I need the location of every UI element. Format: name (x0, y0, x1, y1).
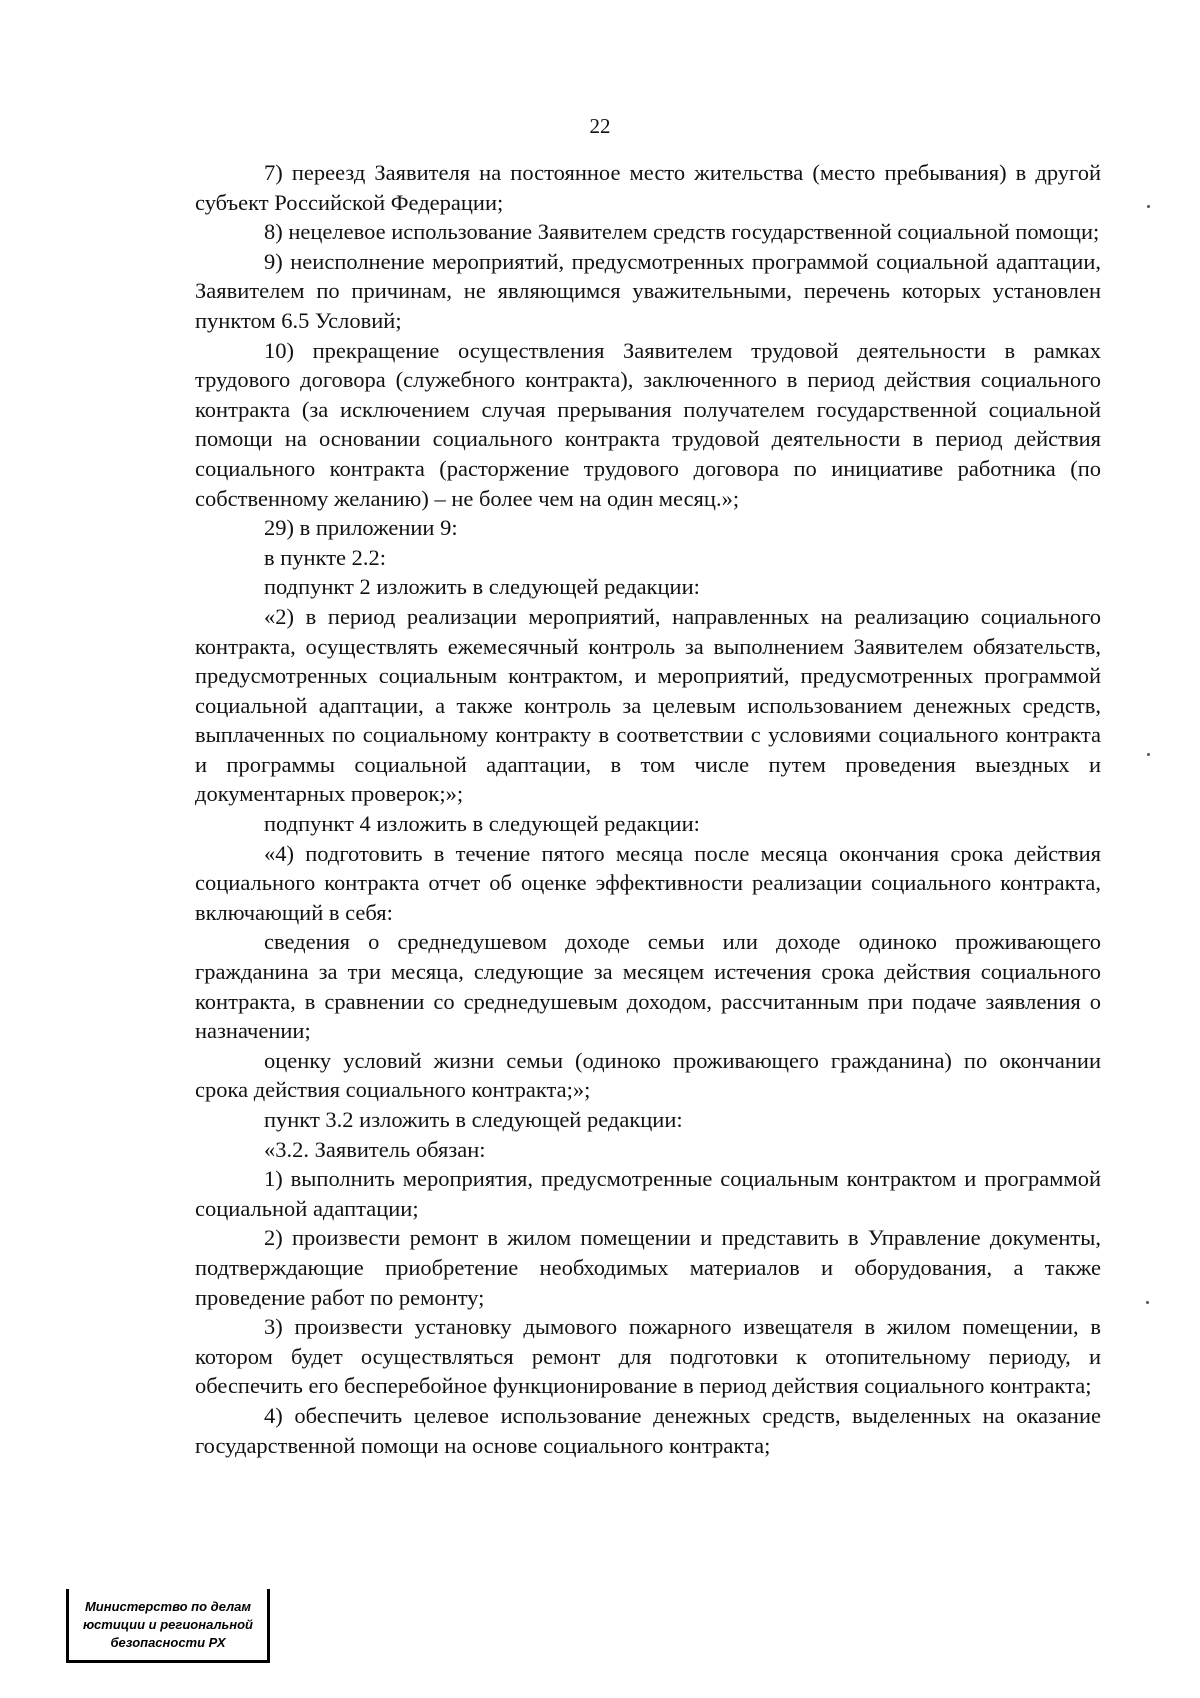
paragraph-subclause-4-intro: подпункт 4 изложить в следующей редакции: (264, 811, 700, 837)
paragraph-item-9: 9) неисполнение мероприятий, предусмотренных программой социальной адаптации, Заявителем по причинам, не являющимся уважительными, перечень которых установлен пунктом 6.5 Условий; (195, 248, 1101, 333)
scan-speck (1147, 753, 1150, 756)
paragraph-item-10: 10) прекращение осуществления Заявителем трудовой деятельности в рамках трудового договора (служебного контракта), заключенного в период действия социального контракта (за исключением случая прерывания получателем государственной социальной помощи на основании социального контракта трудовой деятельности в период действия социального контракта (расторжение трудового договора по инициативе работника (по собственному желанию) – не более чем на один месяц.»; (195, 337, 1101, 511)
paragraph-living-conditions: оценку условий жизни семьи (одиноко проживающего гражданина) по окончании срока действия социального контракта;»; (195, 1047, 1101, 1103)
paragraph-section-29: 29) в приложении 9: (264, 515, 458, 541)
scan-speck (1147, 205, 1150, 208)
paragraph-obligation-2: 2) произвести ремонт в жилом помещении и представить в Управление документы, подтверждающие приобретение необходимых материалов и оборудования, а также проведение работ по ремонту; (195, 1225, 1101, 1310)
paragraph-item-7: 7) переезд Заявителя на постоянное место жительства (место пребывания) в другой субъект Российской Федерации; (195, 160, 1101, 215)
paragraph-obligation-1: 1) выполнить мероприятия, предусмотренные социальным контрактом и программой социальной адаптации; (195, 1166, 1101, 1221)
paragraph-income-info: сведения о среднедушевом доходе семьи или доходе одиноко проживающего гражданина за три месяца, следующие за месяцем истечения срока действия социального контракта, в сравнении со среднедушевым доходом, рассчитанным при подаче заявления о назначении; (195, 929, 1101, 1044)
document-body (195, 158, 1101, 1460)
stamp-line-1: Министерство по делам (84, 1598, 252, 1614)
paragraph-obligation-4: 4) обеспечить целевое использование денежных средств, выделенных на оказание государственной помощи на основе социального контракта; (195, 1402, 1101, 1458)
stamp-line-3: безопасности РХ (110, 1634, 226, 1650)
paragraph-item-8: 8) нецелевое использование Заявителем средств государственной социальной помощи; (264, 219, 1100, 245)
paragraph-clause-3-2-heading: «3.2. Заявитель обязан: (264, 1136, 486, 1162)
paragraph-clause-2-2: в пункте 2.2: (264, 544, 387, 570)
paragraph-subclause-2-intro: подпункт 2 изложить в следующей редакции: (264, 574, 700, 600)
ministry-stamp (66, 1589, 270, 1663)
paragraph-subclause-2-text: «2) в период реализации мероприятий, направленных на реализацию социального контракта, осуществлять ежемесячный контроль за выполнением Заявителем обязательств, предусмотренных социальным контрактом, и мероприятий, предусмотренных программой социальной адаптации, а также контроль за целевым использованием денежных средств, выплаченных по социальному контракту в соответствии с условиями социального контракта и программы социальной адаптации, в том числе путем проведения выездных и документарных проверок;»; (195, 603, 1101, 807)
stamp-line-2: юстиции и региональной (82, 1616, 253, 1632)
page-number: 22 (589, 114, 611, 138)
paragraph-subclause-4-text: «4) подготовить в течение пятого месяца после месяца окончания срока действия социального контракта отчет об оценке эффективности реализации социального контракта, включающий в себя: (195, 840, 1101, 925)
scan-speck (1146, 1301, 1149, 1304)
paragraph-obligation-3: 3) произвести установку дымового пожарного извещателя в жилом помещении, в котором будет осуществляться ремонт для подготовки к отопительному периоду, и обеспечить его бесперебойное функционирование в период действия социального контракта; (195, 1314, 1101, 1399)
paragraph-clause-3-2-intro: пункт 3.2 изложить в следующей редакции: (264, 1107, 683, 1132)
